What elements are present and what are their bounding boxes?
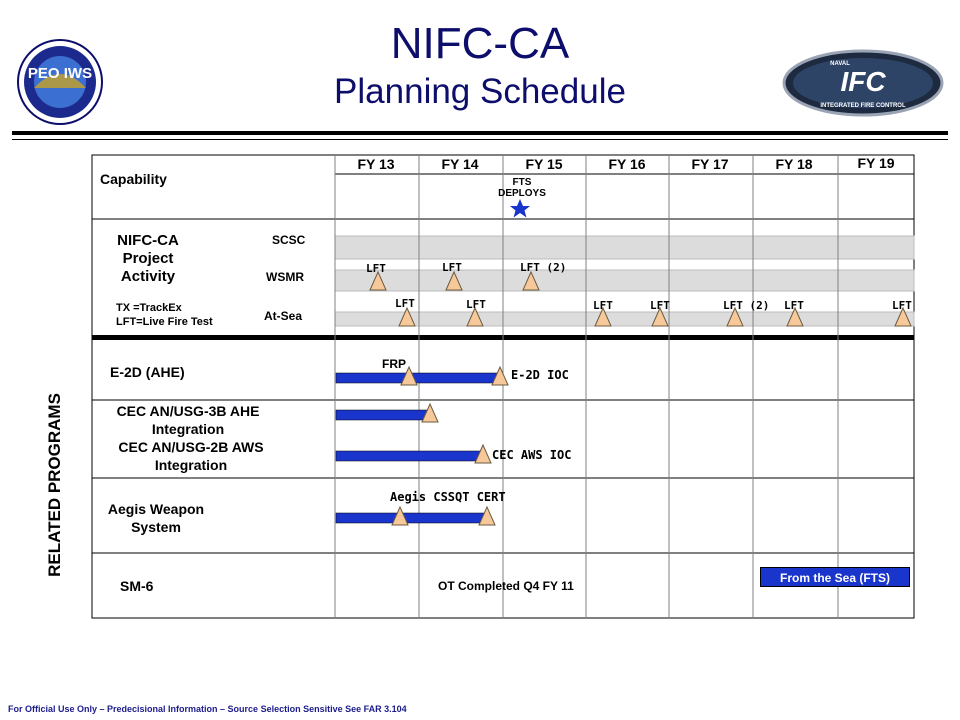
fy-16-header: FY 16 <box>608 156 646 172</box>
page-title: NIFC-CA <box>390 19 570 68</box>
atsea-event-label: LFT <box>466 298 486 311</box>
atsea-event-label: LFT <box>593 299 613 312</box>
cec-aws-bar <box>336 451 482 461</box>
cec-aws-label: CEC AN/USG-2B AWS Integration <box>118 439 264 473</box>
row-label-wsmr: WSMR <box>266 270 304 284</box>
fts-deploys-label: FTS DEPLOYS <box>498 177 546 199</box>
aegis-label: Aegis Weapon System <box>107 501 205 535</box>
footer-disclaimer: For Official Use Only – Predecisional Information – Source Selection Sensitive See FAR 3.104 <box>8 704 407 714</box>
atsea-event-label: LFT <box>395 297 415 310</box>
ifc-naval: NAVAL <box>830 61 850 67</box>
fts-box: From the Sea (FTS) <box>760 567 910 587</box>
fy-17-header: FY 17 <box>691 156 729 172</box>
wsmr-event-label: LFT <box>442 261 462 274</box>
fy-15-header: FY 15 <box>525 156 563 172</box>
e2d-label: E-2D (AHE) <box>110 364 185 380</box>
e2d-frp-label: FRP <box>382 357 406 371</box>
atsea-event-label: LFT <box>650 299 670 312</box>
legend-trackex: TX =TrackEx <box>116 302 182 314</box>
cec-ahe-label: CEC AN/USG-3B AHE Integration <box>116 403 260 437</box>
band-atsea <box>335 312 914 326</box>
e2d-ioc-label: E-2D IOC <box>511 368 569 382</box>
atsea-event-label: LFT (2) <box>723 299 770 312</box>
page-subtitle: Planning Schedule <box>334 72 626 111</box>
band-wsmr <box>335 270 914 291</box>
atsea-event-label: LFT <box>892 299 912 312</box>
row-label-atsea: At-Sea <box>264 309 303 323</box>
ifc-mark: IFC <box>840 66 886 97</box>
peo-mark: PEO IWS <box>27 65 93 82</box>
fy-19-header: FY 19 <box>857 155 895 171</box>
e2d-bar <box>336 373 501 383</box>
fts-deploys-star <box>510 199 530 218</box>
legend-lft: LFT=Live Fire Test <box>116 316 213 328</box>
wsmr-event-label: LFT <box>366 262 386 275</box>
fy-14-header: FY 14 <box>441 156 479 172</box>
aegis-bar <box>336 513 488 523</box>
related-programs-text: RELATED PROGRAMS <box>45 393 64 577</box>
atsea-event-label: LFT <box>784 299 804 312</box>
related-programs-heading <box>30 370 80 600</box>
sm6-ot-note: OT Completed Q4 FY 11 <box>438 579 574 593</box>
fy-18-header: FY 18 <box>775 156 813 172</box>
cec-aws-ioc-label: CEC AWS IOC <box>492 448 572 462</box>
wsmr-event-label: LFT (2) <box>520 261 567 274</box>
nifc-project-label: NIFC-CA Project Activity <box>117 232 179 285</box>
row-label-scsc: SCSC <box>272 233 306 247</box>
aegis-cert-label: Aegis CSSQT CERT <box>390 490 506 504</box>
fy-13-header: FY 13 <box>357 156 395 172</box>
capability-label: Capability <box>100 171 167 187</box>
cec-ahe-bar <box>336 410 431 420</box>
sm6-label: SM-6 <box>120 578 154 594</box>
band-scsc <box>335 236 914 259</box>
ifc-subtext: INTEGRATED FIRE CONTROL <box>820 103 906 109</box>
